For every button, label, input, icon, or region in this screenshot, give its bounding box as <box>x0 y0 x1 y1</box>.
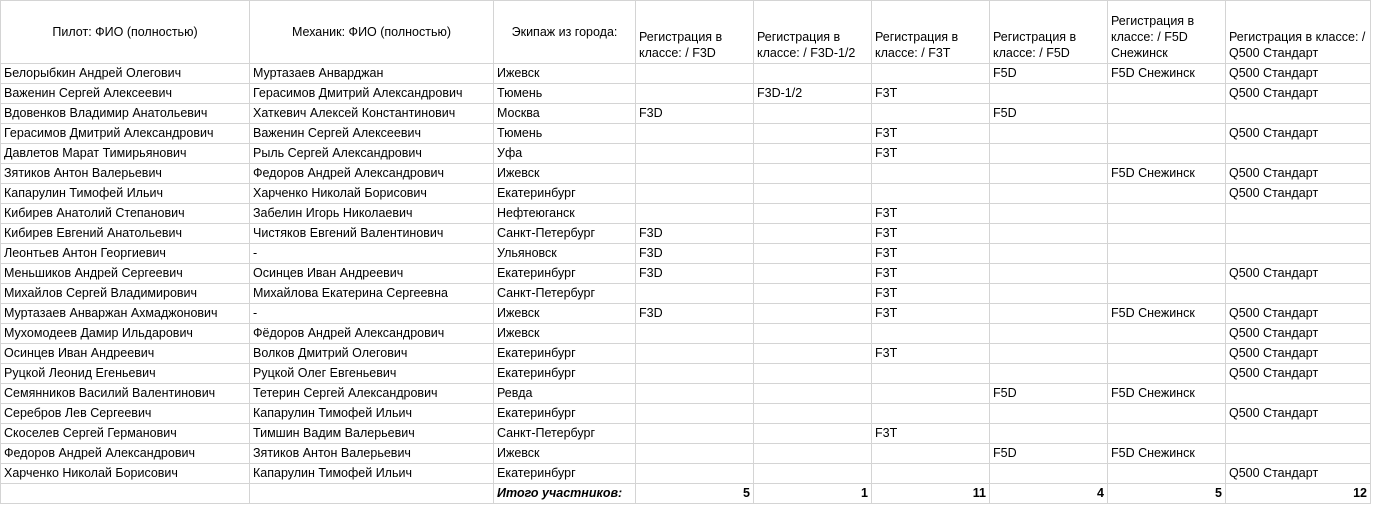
empty-cell[interactable] <box>1 484 250 504</box>
cell-q500[interactable]: Q500 Стандарт <box>1226 304 1371 324</box>
cell-city[interactable]: Санкт-Петербург <box>494 424 636 444</box>
cell-mechanic[interactable]: Тетерин Сергей Александрович <box>250 384 494 404</box>
cell-mechanic[interactable]: Муртазаев Анварджан <box>250 64 494 84</box>
table-row <box>1 104 1371 124</box>
cell-f5d[interactable] <box>990 464 1108 484</box>
cell-mechanic[interactable]: - <box>250 244 494 264</box>
cell-f5d[interactable] <box>990 244 1108 264</box>
cell-pilot[interactable]: Серебров Лев Сергеевич <box>1 404 250 424</box>
cell-mechanic[interactable]: Капарулин Тимофей Ильич <box>250 464 494 484</box>
cell-f3t[interactable]: F3T <box>872 124 990 144</box>
table-row <box>1 124 1371 144</box>
table-row <box>1 164 1371 184</box>
cell-f3d-half[interactable] <box>754 264 872 284</box>
cell-f5d[interactable] <box>990 184 1108 204</box>
cell-mechanic[interactable]: Чистяков Евгений Валентинович <box>250 224 494 244</box>
cell-city[interactable]: Нефтеюганск <box>494 204 636 224</box>
cell-f3d-half[interactable] <box>754 244 872 264</box>
cell-f3t[interactable]: F3T <box>872 264 990 284</box>
cell-pilot[interactable]: Осинцев Иван Андреевич <box>1 344 250 364</box>
header-cell-f3d-half[interactable]: Регистрация в классе: / F3D-1/2 <box>754 1 872 64</box>
cell-f5d[interactable]: F5D <box>990 384 1108 404</box>
cell-f3d-half[interactable] <box>754 324 872 344</box>
cell-f3d[interactable]: F3D <box>636 104 754 124</box>
cell-f5d-snezhinsk[interactable]: F5D Снежинск <box>1108 164 1226 184</box>
cell-f5d[interactable] <box>990 144 1108 164</box>
cell-city[interactable]: Екатеринбург <box>494 364 636 384</box>
cell-f5d-snezhinsk[interactable] <box>1108 104 1226 124</box>
header-cell-city[interactable]: Экипаж из города: <box>494 1 636 64</box>
cell-pilot[interactable]: Харченко Николай Борисович <box>1 464 250 484</box>
cell-f5d-snezhinsk[interactable] <box>1108 184 1226 204</box>
cell-city[interactable]: Ижевск <box>494 164 636 184</box>
table-row <box>1 444 1371 464</box>
cell-f3d-half[interactable] <box>754 384 872 404</box>
cell-f3d[interactable]: F3D <box>636 244 754 264</box>
table-row <box>1 384 1371 404</box>
cell-f3t[interactable]: F3T <box>872 304 990 324</box>
cell-f3d[interactable] <box>636 84 754 104</box>
cell-pilot[interactable]: Мухомодеев Дамир Ильдарович <box>1 324 250 344</box>
table-row <box>1 64 1371 84</box>
cell-f3d[interactable]: F3D <box>636 304 754 324</box>
cell-f3d[interactable] <box>636 184 754 204</box>
cell-f3d[interactable] <box>636 204 754 224</box>
cell-f5d-snezhinsk[interactable] <box>1108 244 1226 264</box>
total-value-f3d[interactable]: 5 <box>636 484 754 504</box>
cell-f5d-snezhinsk[interactable] <box>1108 264 1226 284</box>
cell-pilot[interactable]: Важенин Сергей Алексеевич <box>1 84 250 104</box>
cell-f3t[interactable]: F3T <box>872 424 990 444</box>
cell-mechanic[interactable]: Михайлова Екатерина Сергеевна <box>250 284 494 304</box>
cell-mechanic[interactable]: Тимшин Вадим Валерьевич <box>250 424 494 444</box>
cell-q500[interactable]: Q500 Стандарт <box>1226 64 1371 84</box>
cell-f5d-snezhinsk[interactable] <box>1108 124 1226 144</box>
table-row <box>1 264 1371 284</box>
cell-q500[interactable]: Q500 Стандарт <box>1226 324 1371 344</box>
cell-q500[interactable]: Q500 Стандарт <box>1226 464 1371 484</box>
cell-f3t[interactable] <box>872 364 990 384</box>
cell-f3t[interactable]: F3T <box>872 244 990 264</box>
cell-f3d-half[interactable] <box>754 184 872 204</box>
cell-f5d-snezhinsk[interactable] <box>1108 364 1226 384</box>
total-value-f5d-snezhinsk[interactable]: 5 <box>1108 484 1226 504</box>
cell-f5d[interactable] <box>990 344 1108 364</box>
cell-f5d[interactable] <box>990 164 1108 184</box>
cell-city[interactable]: Екатеринбург <box>494 264 636 284</box>
cell-pilot[interactable]: Михайлов Сергей Владимирович <box>1 284 250 304</box>
cell-f5d-snezhinsk[interactable] <box>1108 84 1226 104</box>
cell-f3t[interactable]: F3T <box>872 224 990 244</box>
cell-f5d[interactable] <box>990 364 1108 384</box>
cell-mechanic[interactable]: Осинцев Иван Андреевич <box>250 264 494 284</box>
cell-city[interactable]: Ижевск <box>494 444 636 464</box>
header-cell-f3d[interactable]: Регистрация в классе: / F3D <box>636 1 754 64</box>
cell-f3d-half[interactable] <box>754 404 872 424</box>
cell-f3t[interactable]: F3T <box>872 344 990 364</box>
cell-city[interactable]: Тюмень <box>494 124 636 144</box>
cell-f3t[interactable]: F3T <box>872 144 990 164</box>
cell-city[interactable]: Санкт-Петербург <box>494 224 636 244</box>
cell-f3d-half[interactable]: F3D-1/2 <box>754 84 872 104</box>
table-row <box>1 284 1371 304</box>
cell-f3d-half[interactable] <box>754 464 872 484</box>
cell-f3t[interactable]: F3T <box>872 84 990 104</box>
cell-f5d[interactable] <box>990 224 1108 244</box>
table-row <box>1 304 1371 324</box>
cell-f3d-half[interactable] <box>754 284 872 304</box>
cell-f5d-snezhinsk[interactable] <box>1108 284 1226 304</box>
cell-pilot[interactable]: Давлетов Марат Тимирьянович <box>1 144 250 164</box>
cell-city[interactable]: Екатеринбург <box>494 344 636 364</box>
cell-f5d[interactable] <box>990 264 1108 284</box>
cell-city[interactable]: Ульяновск <box>494 244 636 264</box>
cell-f3d-half[interactable] <box>754 344 872 364</box>
cell-q500[interactable]: Q500 Стандарт <box>1226 124 1371 144</box>
cell-f3d[interactable] <box>636 404 754 424</box>
table-row <box>1 144 1371 164</box>
cell-f5d[interactable] <box>990 304 1108 324</box>
cell-f3d[interactable] <box>636 64 754 84</box>
cell-mechanic[interactable]: Руцкой Олег Евгеньевич <box>250 364 494 384</box>
table-row <box>1 324 1371 344</box>
cell-mechanic[interactable]: Капарулин Тимофей Ильич <box>250 404 494 424</box>
cell-mechanic[interactable]: Фёдоров Андрей Александрович <box>250 324 494 344</box>
cell-pilot[interactable]: Кибирев Евгений Анатольевич <box>1 224 250 244</box>
cell-q500[interactable]: Q500 Стандарт <box>1226 364 1371 384</box>
cell-f3t[interactable] <box>872 104 990 124</box>
cell-f5d-snezhinsk[interactable] <box>1108 324 1226 344</box>
cell-q500[interactable] <box>1226 424 1371 444</box>
cell-f5d[interactable] <box>990 424 1108 444</box>
cell-q500[interactable] <box>1226 444 1371 464</box>
cell-f3d-half[interactable] <box>754 204 872 224</box>
cell-f3d[interactable]: F3D <box>636 264 754 284</box>
cell-mechanic[interactable]: - <box>250 304 494 324</box>
cell-f5d[interactable]: F5D <box>990 444 1108 464</box>
header-cell-f3t[interactable]: Регистрация в классе: / F3T <box>872 1 990 64</box>
cell-f5d[interactable] <box>990 84 1108 104</box>
table-row <box>1 184 1371 204</box>
cell-f3t[interactable] <box>872 384 990 404</box>
cell-f5d-snezhinsk[interactable] <box>1108 344 1226 364</box>
cell-f3d-half[interactable] <box>754 144 872 164</box>
cell-f5d-snezhinsk[interactable] <box>1108 464 1226 484</box>
cell-f3d[interactable] <box>636 384 754 404</box>
cell-pilot[interactable]: Зятиков Антон Валерьевич <box>1 164 250 184</box>
table-row <box>1 204 1371 224</box>
cell-f3d[interactable] <box>636 144 754 164</box>
cell-f3d-half[interactable] <box>754 124 872 144</box>
cell-f5d[interactable] <box>990 404 1108 424</box>
total-row <box>1 484 1371 504</box>
header-cell-pilot[interactable]: Пилот: ФИО (полностью) <box>1 1 250 64</box>
cell-f5d[interactable]: F5D <box>990 104 1108 124</box>
total-value-q500[interactable]: 12 <box>1226 484 1371 504</box>
cell-pilot[interactable]: Федоров Андрей Александрович <box>1 444 250 464</box>
cell-f3d[interactable] <box>636 424 754 444</box>
cell-f3d-half[interactable] <box>754 64 872 84</box>
cell-f3t[interactable] <box>872 444 990 464</box>
header-row <box>1 1 1371 64</box>
cell-city[interactable]: Ижевск <box>494 324 636 344</box>
cell-q500[interactable] <box>1226 284 1371 304</box>
cell-pilot[interactable]: Муртазаев Анваржан Ахмаджонович <box>1 304 250 324</box>
cell-q500[interactable] <box>1226 104 1371 124</box>
header-cell-f5d-snezhinsk[interactable]: Регистрация в классе: / F5D Снежинск <box>1108 1 1226 64</box>
total-value-f3t[interactable]: 11 <box>872 484 990 504</box>
cell-f5d-snezhinsk[interactable]: F5D Снежинск <box>1108 444 1226 464</box>
cell-f3t[interactable] <box>872 404 990 424</box>
cell-q500[interactable]: Q500 Стандарт <box>1226 264 1371 284</box>
cell-f3d[interactable] <box>636 344 754 364</box>
table-row <box>1 364 1371 384</box>
cell-f3t[interactable]: F3T <box>872 284 990 304</box>
cell-f3t[interactable]: F3T <box>872 204 990 224</box>
cell-pilot[interactable]: Леонтьев Антон Георгиевич <box>1 244 250 264</box>
cell-pilot[interactable]: Герасимов Дмитрий Александрович <box>1 124 250 144</box>
cell-f3d-half[interactable] <box>754 444 872 464</box>
cell-q500[interactable] <box>1226 144 1371 164</box>
cell-mechanic[interactable]: Герасимов Дмитрий Александрович <box>250 84 494 104</box>
total-value-f5d[interactable]: 4 <box>990 484 1108 504</box>
cell-f5d-snezhinsk[interactable] <box>1108 404 1226 424</box>
cell-f3t[interactable] <box>872 64 990 84</box>
cell-city[interactable]: Екатеринбург <box>494 184 636 204</box>
cell-pilot[interactable]: Вдовенков Владимир Анатольевич <box>1 104 250 124</box>
cell-f3d-half[interactable] <box>754 224 872 244</box>
cell-pilot[interactable]: Капарулин Тимофей Ильич <box>1 184 250 204</box>
cell-f3d[interactable] <box>636 364 754 384</box>
cell-f5d-snezhinsk[interactable]: F5D Снежинск <box>1108 384 1226 404</box>
cell-f3d[interactable] <box>636 324 754 344</box>
cell-city[interactable]: Екатеринбург <box>494 464 636 484</box>
cell-pilot[interactable]: Белорыбкин Андрей Олегович <box>1 64 250 84</box>
cell-f3t[interactable] <box>872 184 990 204</box>
table-row <box>1 84 1371 104</box>
cell-mechanic[interactable]: Волков Дмитрий Олегович <box>250 344 494 364</box>
cell-f3t[interactable] <box>872 464 990 484</box>
table-row <box>1 464 1371 484</box>
total-value-f3d-half[interactable]: 1 <box>754 484 872 504</box>
cell-f3d[interactable] <box>636 284 754 304</box>
cell-city[interactable]: Тюмень <box>494 84 636 104</box>
cell-f5d[interactable]: F5D <box>990 64 1108 84</box>
cell-f5d-snezhinsk[interactable]: F5D Снежинск <box>1108 304 1226 324</box>
total-label[interactable]: Итого участников: <box>494 484 636 504</box>
cell-city[interactable]: Ижевск <box>494 64 636 84</box>
cell-mechanic[interactable]: Забелин Игорь Николаевич <box>250 204 494 224</box>
cell-f3d[interactable] <box>636 164 754 184</box>
cell-mechanic[interactable]: Хаткевич Алексей Константинович <box>250 104 494 124</box>
cell-mechanic[interactable]: Федоров Андрей Александрович <box>250 164 494 184</box>
cell-f5d-snezhinsk[interactable]: F5D Снежинск <box>1108 64 1226 84</box>
cell-city[interactable]: Ижевск <box>494 304 636 324</box>
cell-f5d-snezhinsk[interactable] <box>1108 224 1226 244</box>
cell-q500[interactable] <box>1226 244 1371 264</box>
cell-f3d-half[interactable] <box>754 424 872 444</box>
empty-cell[interactable] <box>250 484 494 504</box>
cell-q500[interactable] <box>1226 224 1371 244</box>
cell-pilot[interactable]: Кибирев Анатолий Степанович <box>1 204 250 224</box>
cell-q500[interactable]: Q500 Стандарт <box>1226 404 1371 424</box>
table-row <box>1 424 1371 444</box>
cell-q500[interactable]: Q500 Стандарт <box>1226 344 1371 364</box>
cell-f3t[interactable] <box>872 324 990 344</box>
cell-mechanic[interactable]: Харченко Николай Борисович <box>250 184 494 204</box>
cell-q500[interactable]: Q500 Стандарт <box>1226 184 1371 204</box>
cell-city[interactable]: Уфа <box>494 144 636 164</box>
cell-f3d-half[interactable] <box>754 364 872 384</box>
header-cell-f5d[interactable]: Регистрация в классе: / F5D <box>990 1 1108 64</box>
cell-f5d-snezhinsk[interactable] <box>1108 204 1226 224</box>
table-row <box>1 244 1371 264</box>
cell-city[interactable]: Санкт-Петербург <box>494 284 636 304</box>
cell-pilot[interactable]: Меньшиков Андрей Сергеевич <box>1 264 250 284</box>
cell-mechanic[interactable]: Рыль Сергей Александрович <box>250 144 494 164</box>
cell-city[interactable]: Екатеринбург <box>494 404 636 424</box>
cell-city[interactable]: Москва <box>494 104 636 124</box>
cell-pilot[interactable]: Семянников Василий Валентинович <box>1 384 250 404</box>
cell-f3d[interactable] <box>636 124 754 144</box>
header-cell-mechanic[interactable]: Механик: ФИО (полностью) <box>250 1 494 64</box>
cell-f5d-snezhinsk[interactable] <box>1108 424 1226 444</box>
cell-f3d-half[interactable] <box>754 104 872 124</box>
cell-q500[interactable]: Q500 Стандарт <box>1226 84 1371 104</box>
cell-f5d-snezhinsk[interactable] <box>1108 144 1226 164</box>
cell-mechanic[interactable]: Зятиков Антон Валерьевич <box>250 444 494 464</box>
cell-f5d[interactable] <box>990 204 1108 224</box>
cell-city[interactable]: Ревда <box>494 384 636 404</box>
cell-f3d-half[interactable] <box>754 164 872 184</box>
table-row <box>1 224 1371 244</box>
cell-f3t[interactable] <box>872 164 990 184</box>
table-row <box>1 344 1371 364</box>
cell-q500[interactable] <box>1226 384 1371 404</box>
cell-f5d[interactable] <box>990 124 1108 144</box>
cell-q500[interactable]: Q500 Стандарт <box>1226 164 1371 184</box>
cell-f3d[interactable] <box>636 444 754 464</box>
cell-f5d[interactable] <box>990 284 1108 304</box>
cell-f3d-half[interactable] <box>754 304 872 324</box>
cell-pilot[interactable]: Скоселев Сергей Германович <box>1 424 250 444</box>
header-cell-q500[interactable]: Регистрация в классе: / Q500 Стандарт <box>1226 1 1371 64</box>
cell-f3d[interactable] <box>636 464 754 484</box>
cell-f5d[interactable] <box>990 324 1108 344</box>
cell-q500[interactable] <box>1226 204 1371 224</box>
cell-mechanic[interactable]: Важенин Сергей Алексеевич <box>250 124 494 144</box>
table-row <box>1 404 1371 424</box>
cell-f3d[interactable]: F3D <box>636 224 754 244</box>
cell-pilot[interactable]: Руцкой Леонид Егеньевич <box>1 364 250 384</box>
